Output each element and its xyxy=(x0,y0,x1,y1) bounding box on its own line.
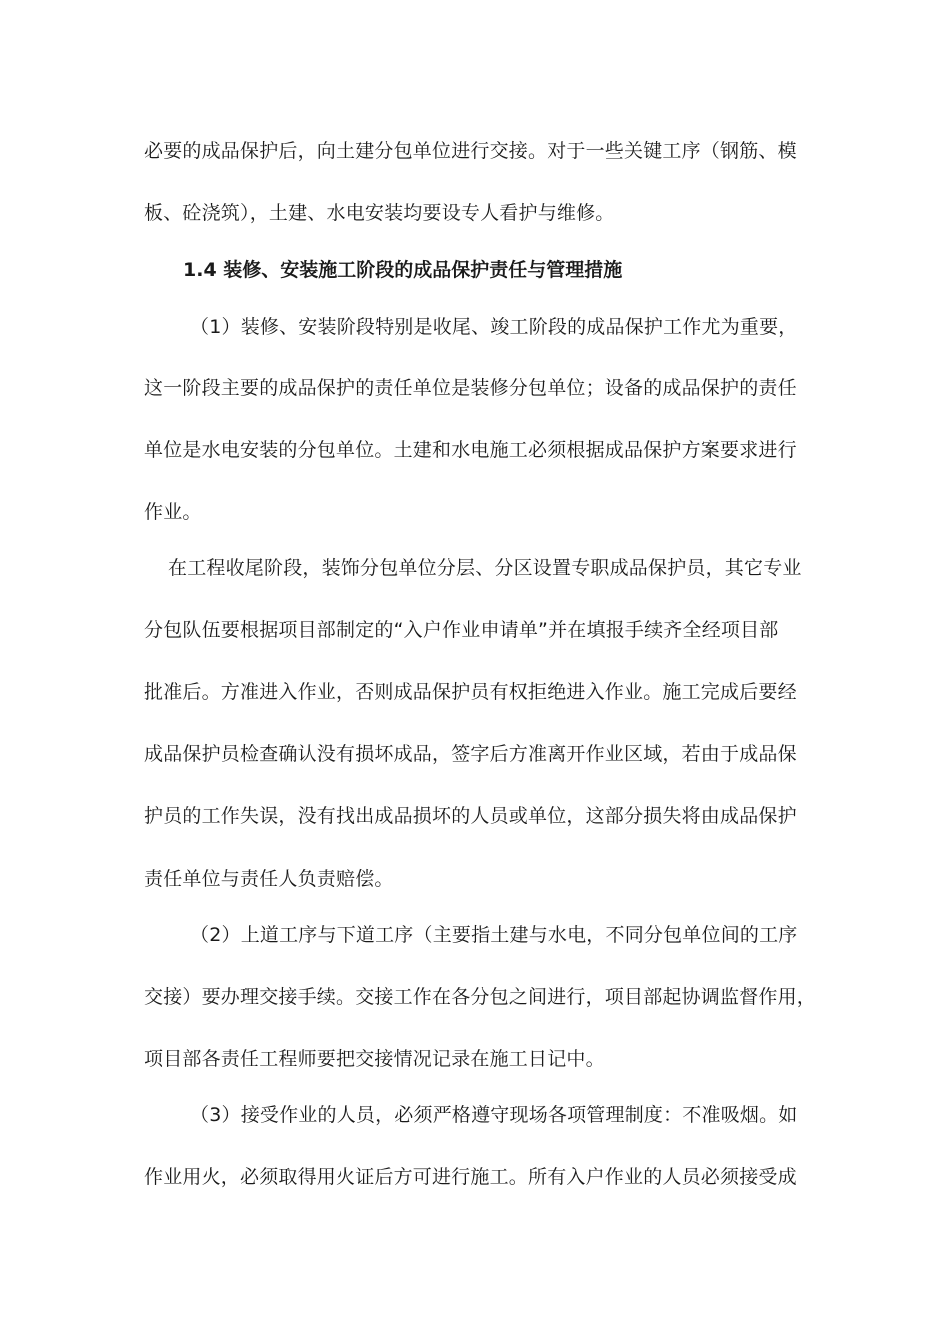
paragraph-line: 成品保护员检查确认没有损坏成品，签字后方准离开作业区域，若由于成品保 xyxy=(144,743,797,765)
paragraph-line: 护员的工作失误，没有找出成品损坏的人员或单位，这部分损失将由成品保护 xyxy=(144,805,797,827)
section-heading: 1.4 装修、安装施工阶段的成品保护责任与管理措施 xyxy=(183,259,623,281)
paragraph-line: 责任单位与责任人负责赔偿。 xyxy=(144,868,394,890)
paragraph-line: （2）上道工序与下道工序（主要指土建与水电，不同分包单位间的工序 xyxy=(190,924,798,946)
paragraph-line: 必要的成品保护后，向土建分包单位进行交接。对于一些关键工序（钢筋、模 xyxy=(144,140,797,162)
paragraph-line: 分包队伍要根据项目部制定的“入户作业申请单”并在填报手续齐全经项目部 xyxy=(144,619,779,641)
paragraph-line: 项目部各责任工程师要把交接情况记录在施工日记中。 xyxy=(144,1048,605,1070)
paragraph-line: 作业用火，必须取得用火证后方可进行施工。所有入户作业的人员必须接受成 xyxy=(144,1166,797,1188)
paragraph-line: 单位是水电安装的分包单位。土建和水电施工必须根据成品保护方案要求进行 xyxy=(144,439,797,461)
paragraph-line: 作业。 xyxy=(144,501,202,523)
paragraph-line: （3）接受作业的人员，必须严格遵守现场各项管理制度：不准吸烟。如 xyxy=(190,1104,798,1126)
paragraph-line: （1）装修、安装阶段特别是收尾、竣工阶段的成品保护工作尤为重要， xyxy=(190,316,798,338)
paragraph-line: 在工程收尾阶段，装饰分包单位分层、分区设置专职成品保护员，其它专业 xyxy=(168,557,802,579)
paragraph-line: 这一阶段主要的成品保护的责任单位是装修分包单位；设备的成品保护的责任 xyxy=(144,377,797,399)
paragraph-line: 批准后。方准进入作业，否则成品保护员有权拒绝进入作业。施工完成后要经 xyxy=(144,681,797,703)
paragraph-line: 板、砼浇筑），土建、水电安装均要设专人看护与维修。 xyxy=(144,202,615,224)
paragraph-line: 交接）要办理交接手续。交接工作在各分包之间进行，项目部起协调监督作用， xyxy=(144,986,817,1008)
